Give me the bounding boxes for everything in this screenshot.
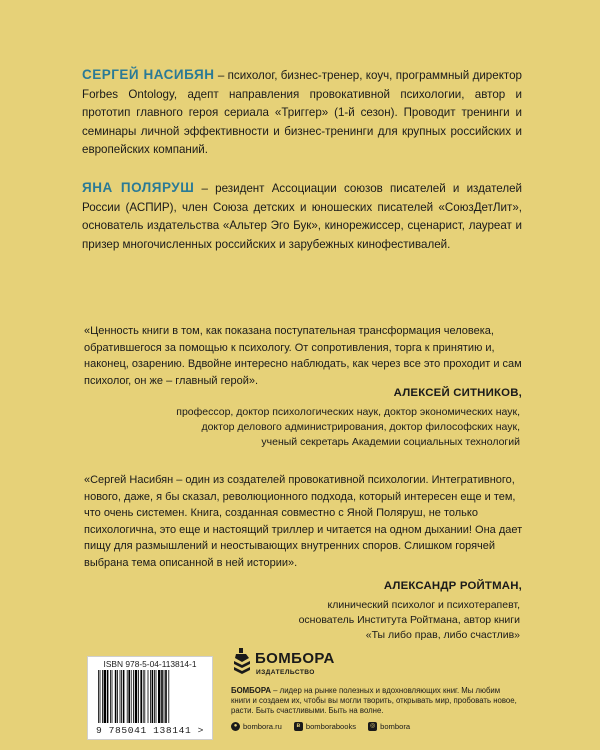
author-name: ЯНА ПОЛЯРУШ [82, 180, 195, 195]
publisher-blurb-text: – лидер на рынке полезных и вдохновляющих книг. Мы любим книги и создаем их, чтобы вы могли творить, открывать мир, пробовать новое, расти. Быть счастливыми. Быть на волне. [231, 686, 517, 715]
credential-line: профессор, доктор психологических наук, доктор экономических наук, [176, 406, 520, 418]
publisher-socials [231, 722, 410, 731]
social-link-instagram[interactable] [368, 722, 410, 731]
social-link-vk[interactable] [294, 722, 356, 731]
author-bio-text: – психолог, бизнес-тренер, коуч, программный директор Forbes Ontology, адепт направления провокативной психологии, автор и прототип главного героя сериала «Триггер» (1-й сезон). Проводит тренинги и семинары личной эффективности и бизнес-тренинги для крупных российских и европейских компаний. [82, 69, 522, 156]
barcode-digits: 9 785041 138141 > [95, 725, 205, 736]
instagram-icon: ◎ [369, 723, 376, 729]
publisher-brand: БОМБОРА [231, 686, 271, 695]
social-label: bombora.ru [243, 722, 282, 731]
review-quote-sitnikov: «Ценность книги в том, как показана поступательная трансформация человека, обратившегося за помощью к психологу. От сопротивления, торга к принятию и, наконец, озарению. Вдвойне интересно наблюдать, как через все это проходит и сам психолог, он же – главный герой». [84, 325, 522, 387]
credential-line: основатель Института Ройтмана, автор книги [298, 614, 520, 627]
review-quote-roytman: «Сергей Насибян – один из создателей провокативной психологии. Интегративного, нового, даже, я бы сказал, революционного подхода, который интересен еще и тем, что очень системен. Книга, созданная совместно с Яной Поляруш, не только психологична, это еще и настоящий триллер и читается на одном дыхании! Она дает пищу для размышлений и неостывающих внутренних споров. Слишком горячей выбрана тема описанной в ней истории». [84, 474, 523, 569]
credential-line: клинический психолог и психотерапевт, [327, 599, 520, 611]
publisher-logo-subtitle: ИЗДАТЕЛЬСТВО [256, 669, 315, 676]
social-link-website[interactable] [231, 722, 282, 731]
barcode-bars [96, 670, 204, 723]
publisher-blurb [231, 686, 521, 716]
review-credentials [299, 598, 520, 644]
author-name: СЕРГЕЙ НАСИБЯН [82, 67, 215, 82]
social-label: bomborabooks [305, 722, 357, 731]
credential-line: ученый секретарь Академии социальных технологий [261, 436, 520, 449]
social-label: bombora [380, 722, 411, 731]
author-bio-text: – резидент Ассоциации союзов писателей и издателей России (АСПИР), член Союза детских и юношеских писателей «СоюзДетЛит», основатель издательства «Альтер Эго Бук», кинорежиссер, сценарист, лауреат и призер многочисленных российских и зарубежных кинофестивалей. [82, 182, 523, 251]
globe-icon: ● [231, 722, 240, 731]
vk-icon: в [294, 722, 303, 731]
review-author: АЛЕКСЕЙ СИТНИКОВ, [393, 387, 522, 399]
isbn-number: ISBN 978-5-04-113814-1 [103, 659, 197, 669]
review-author: АЛЕКСАНДР РОЙТМАН, [383, 580, 522, 592]
author-bio-nasibyan [82, 66, 522, 160]
credential-line: «Ты либо прав, либо счастлив» [365, 629, 520, 642]
bombora-logo-icon [232, 648, 252, 674]
review-credentials [176, 405, 520, 451]
author-bio-polyarush [82, 179, 522, 254]
credential-line: доктор делового администрирования, доктор философских наук, [201, 421, 520, 434]
publisher-logo-name: БОМБОРА [255, 650, 335, 667]
isbn-barcode [87, 656, 213, 740]
